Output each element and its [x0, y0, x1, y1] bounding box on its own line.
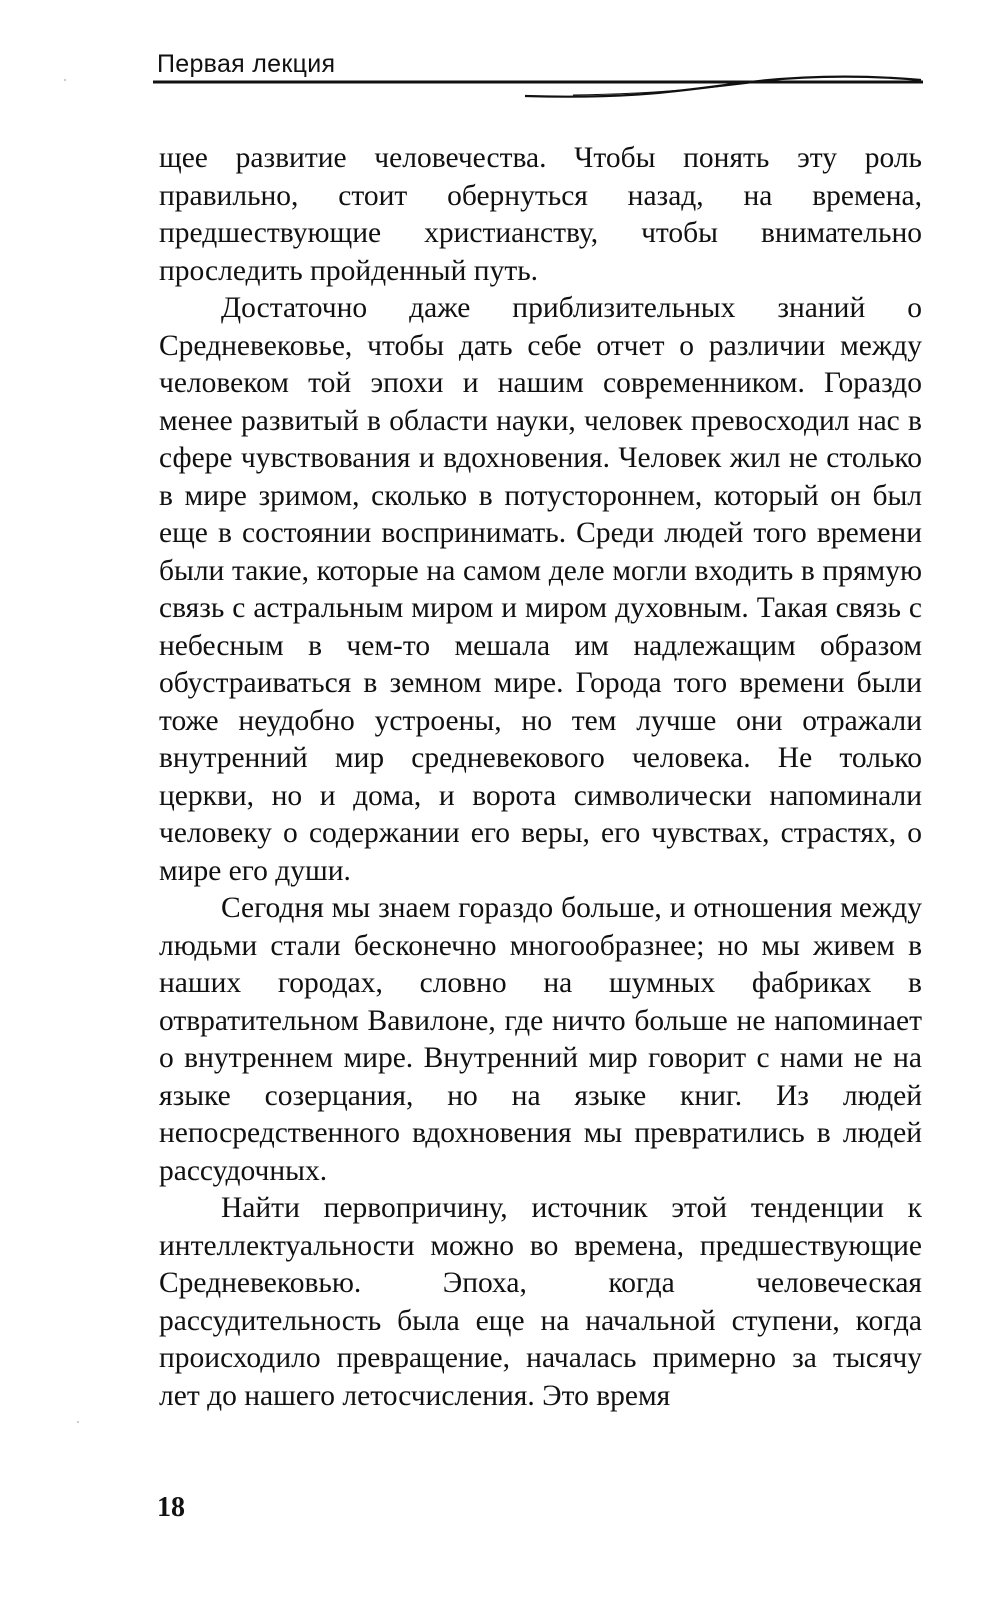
header-ornamental-rule: [153, 72, 923, 108]
paragraph-2: Достаточно даже приблизительных знаний о Средневековье, чтобы дать себе отчет о различии между человеком той эпохи и нашим современником. Гораздо менее развитый в области науки, человек превосходил нас в сфере чувствования и вдохновения. Человек жил не столько в мире зримом, сколько в потустороннем, который он был еще в состоянии воспринимать. Среди людей того времени были такие, которые на самом деле могли входить в прямую связь с астральным миром и миром духовным. Такая связь с небесным в чем-то мешала им надлежащим образом обустраиваться в земном мире. Города того времени были тоже неудобно устроены, но тем лучше они отражали внутренний мир средневекового человека. Не только церкви, но и дома, и ворота символически напоминали человеку о содержании его веры, его чувствах, страстях, о мире его души.: [159, 292, 922, 887]
paragraph-4: Найти первопричину, источник этой тенденции к интеллектуальности можно во времена, предшествующие Средневековью. Эпоха, когда человеческая рассудительность была еще на начальной ступени, когда происходило превращение, началась примерно за тысячу лет до нашего летосчисления. Это время: [159, 1192, 922, 1412]
paragraph-1: щее развитие человечества. Чтобы понять эту роль правильно, стоит обернуться назад, на времена, предшествующие христианству, чтобы внимательно проследить пройденный путь.: [159, 142, 922, 287]
paragraph-3: Сегодня мы знаем гораздо больше, и отношения между людьми стали бесконечно многообразнее; но мы живем в наших городах, словно на шумных фабриках в отвратительном Вавилоне, где ничто больше не напоминает о внутреннем мире. Внутренний мир говорит с нами не на языке созерцания, но на языке книг. Из людей непосредственного вдохновения мы превратились в людей рассудочных.: [159, 892, 922, 1187]
body-text: [159, 140, 922, 1415]
running-head-title: Первая лекция: [157, 50, 336, 78]
scan-speck: [77, 1421, 79, 1423]
scan-speck: [64, 79, 66, 81]
page-number: 18: [157, 1492, 185, 1523]
